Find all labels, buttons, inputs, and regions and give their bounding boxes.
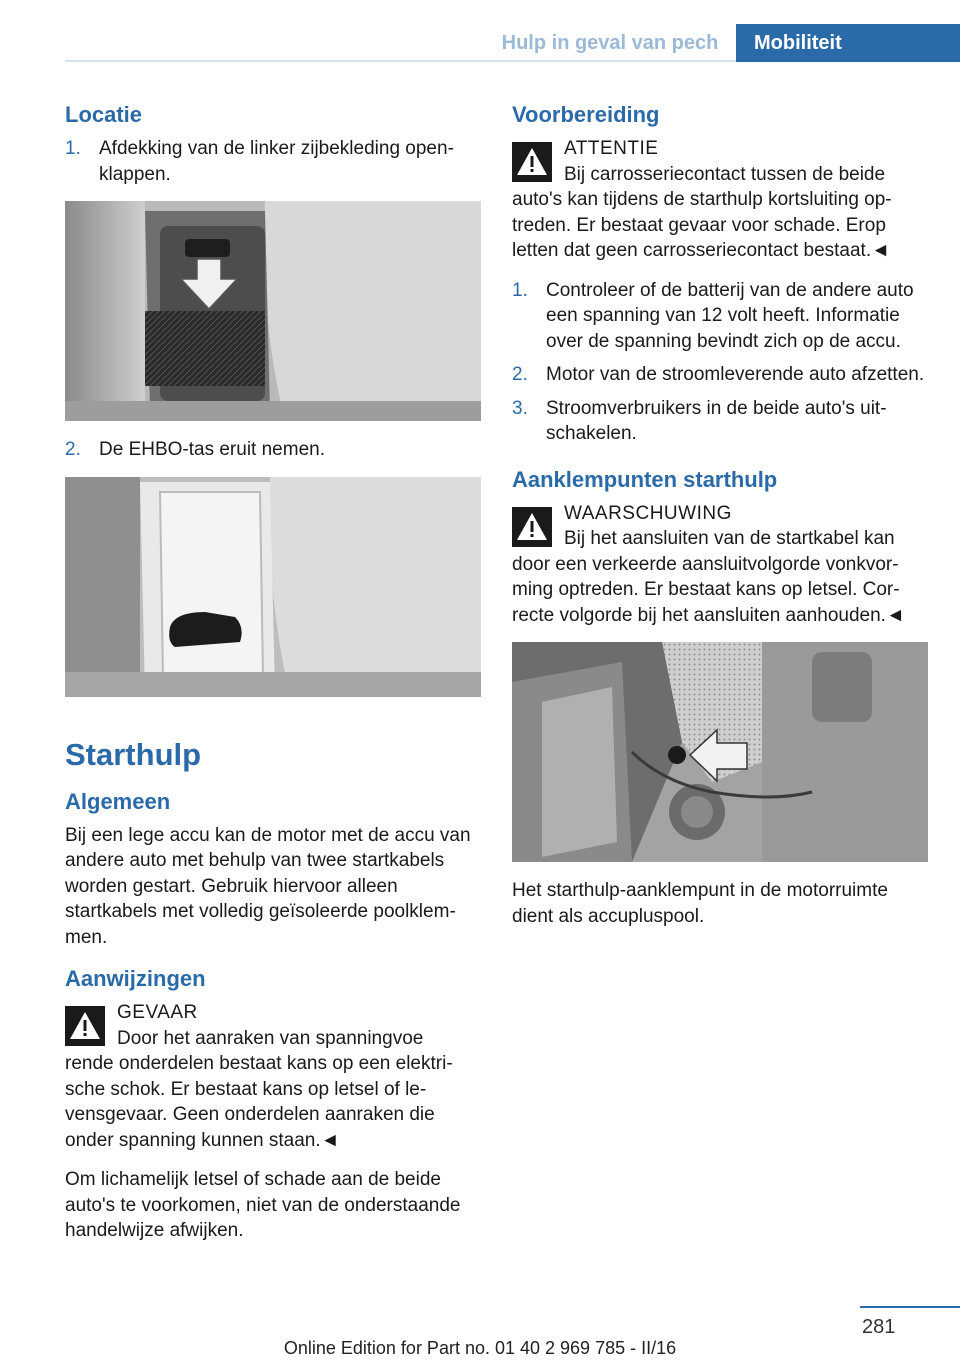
left-column — [65, 100, 481, 1258]
warning-gevaar — [65, 1000, 481, 1153]
header-chapter-tab: Mobiliteit — [736, 24, 960, 62]
trunk-panel-photo — [65, 201, 481, 421]
first-aid-kit-photo — [65, 477, 481, 697]
step-number: 1. — [65, 138, 81, 159]
engine-bay-photo — [512, 642, 928, 862]
step-number: 2. — [512, 364, 528, 385]
step-text: Stroomverbruikers in de beide auto's uitschakelen. — [546, 397, 887, 444]
step-item — [65, 136, 481, 187]
closing-paragraph: Om lichamelijk letsel of schade aan de beide auto's te voorkomen, niet van de onderstaande handelwijze afwijken. — [65, 1169, 461, 1241]
step-item — [512, 362, 928, 388]
aanklempunten-heading: Aanklempunten starthulp — [512, 466, 778, 492]
aanwijzingen-heading: Aanwijzingen — [65, 966, 206, 991]
warning-first-line: Bij het aansluiten van de startkabel kan — [564, 528, 895, 549]
step-text: De EHBO-tas eruit nemen. — [99, 439, 325, 460]
warning-waarschuwing — [512, 501, 928, 629]
step-number: 3. — [512, 397, 528, 419]
warning-title: GEVAAR — [117, 1002, 198, 1023]
step-item — [512, 396, 928, 447]
step-item — [65, 437, 481, 463]
warning-text: door een verkeerde aansluitvolgorde vonkvorming optreden. Er bestaat kans op letsel. Correcte volgorde bij het aansluiten aanhouden.◄ — [512, 553, 905, 626]
warning-triangle-icon — [512, 507, 552, 547]
photo-caption: Het starthulp-aanklempunt in de motorruimte dient als accupluspool. — [512, 880, 888, 927]
right-column — [512, 100, 928, 943]
page-number: 281 — [862, 1316, 896, 1338]
locatie-heading: Locatie — [65, 102, 143, 127]
warning-title: ATTENTIE — [564, 138, 659, 159]
step-text: Controleer of de batterij van de andere auto een spanning van 12 volt heeft. Informatie over de spanning bevindt zich op de accu. — [546, 279, 914, 352]
warning-attentie — [512, 136, 928, 264]
header-section-title: Hulp in geval van pech — [501, 32, 719, 54]
warning-triangle-icon — [65, 1006, 105, 1046]
step-text: Afdekking van de linker zijbekleding openklappen. — [99, 138, 454, 185]
warning-first-line: Door het aanraken van spanningvoe — [117, 1027, 424, 1049]
step-text: Motor van de stroomleverende auto afzetten. — [546, 364, 925, 385]
edition-footer: Online Edition for Part no. 01 40 2 969 785 - II/16 — [283, 1338, 677, 1358]
warning-text: rende onderdelen bestaat kans op een elektrische schok. Er bestaat kans op letsel of levensgevaar. Geen onderdelen aanraken die onder spanning kunnen staan.◄ — [65, 1053, 453, 1151]
step-item — [512, 278, 928, 355]
step-number: 2. — [65, 439, 81, 460]
voorbereiding-heading: Voorbereiding — [512, 102, 660, 127]
warning-triangle-icon — [512, 142, 552, 182]
algemeen-paragraph: Bij een lege accu kan de motor met de accu van andere auto met behulp van twee startkabels worden gestart. Gebruik hiervoor alleen startkabels met volledig geïsoleerde poolklemmen. — [65, 824, 471, 948]
step-number: 1. — [512, 279, 528, 301]
algemeen-heading: Algemeen — [65, 788, 171, 814]
warning-first-line: Bij carrosseriecontact tussen de beide — [564, 163, 886, 185]
warning-text: auto's kan tijdens de starthulp kortsluiting optreden. Er bestaat gevaar voor schade. Erop letten dat geen carrosseriecontact bestaat.◄ — [512, 189, 892, 261]
starthulp-heading: Starthulp — [65, 736, 202, 772]
warning-title: WAARSCHUWING — [564, 502, 732, 524]
footer-rule — [860, 1306, 960, 1308]
